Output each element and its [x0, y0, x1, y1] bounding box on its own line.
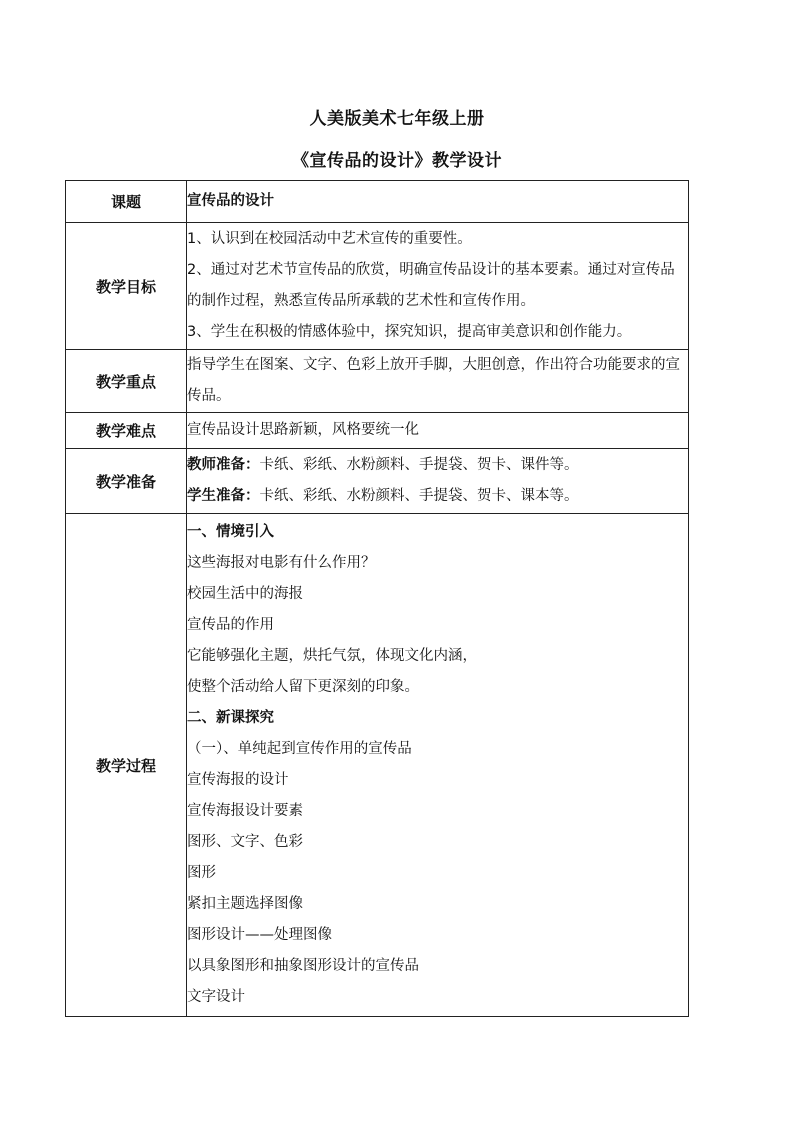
- student-preparation-label: 学生准备：: [187, 488, 260, 504]
- process-line: （一）、单纯起到宣传作用的宣传品: [187, 741, 412, 757]
- focus-label: 教学重点: [66, 350, 187, 413]
- goal-item: 2、通过对艺术节宣传品的欣赏，明确宣传品设计的基本要素。通过对宣传品的制作过程，熟悉宣传品所承载的艺术性和宣传作用。: [187, 262, 675, 309]
- process-section-heading: 一、情境引入: [187, 524, 274, 540]
- process-line: 宣传海报的设计: [187, 772, 289, 788]
- student-preparation: [187, 481, 688, 512]
- topic-text: 宣传品的设计: [187, 193, 274, 209]
- topic-label: 课题: [66, 181, 187, 223]
- focus-text: 指导学生在图案、文字、色彩上放开手脚，大胆创意，作出符合功能要求的宣传品。: [187, 357, 680, 404]
- row-process: [66, 514, 689, 1017]
- process-label: 教学过程: [66, 514, 187, 1017]
- process-value: [187, 514, 689, 1017]
- row-goals: [66, 223, 689, 350]
- process-line: 使整个活动给人留下更深刻的印象。: [187, 679, 419, 695]
- process-line: 紧扣主题选择图像: [187, 896, 303, 912]
- goal-item: 3、学生在积极的情感体验中，探究知识，提高审美意识和创作能力。: [187, 324, 632, 340]
- preparation-label: 教学准备: [66, 449, 187, 514]
- difficulty-text: 宣传品设计思路新颖，风格要统一化: [187, 422, 419, 438]
- teacher-preparation-label: 教师准备：: [187, 457, 260, 473]
- document-title: 人美版美术七年级上册: [309, 109, 485, 129]
- process-line: 文字设计: [187, 989, 245, 1005]
- process-line: 这些海报对电影有什么作用？: [187, 555, 376, 571]
- goals-value: [187, 223, 689, 350]
- row-topic: [66, 181, 689, 223]
- difficulty-value: [187, 413, 689, 449]
- teacher-preparation-text: 卡纸、彩纸、水粉颜料、手提袋、贺卡、课件等。: [259, 457, 579, 473]
- process-line: 宣传品的作用: [187, 617, 274, 633]
- goals-label: 教学目标: [66, 223, 187, 350]
- teacher-preparation: [187, 450, 688, 481]
- process-line: 校园生活中的海报: [187, 586, 303, 602]
- lesson-plan-table: [65, 180, 689, 1017]
- document-subtitle: 《宣传品的设计》教学设计: [292, 151, 502, 171]
- process-line: 图形设计——处理图像: [187, 927, 332, 943]
- process-line: 以具象图形和抽象图形设计的宣传品: [187, 958, 419, 974]
- process-line: 它能够强化主题，烘托气氛，体现文化内涵，: [187, 648, 477, 664]
- topic-value: [187, 181, 689, 223]
- focus-value: [187, 350, 689, 413]
- row-focus: [66, 350, 689, 413]
- process-line: 图形: [187, 865, 216, 881]
- difficulty-label: 教学难点: [66, 413, 187, 449]
- goal-item: 1、认识到在校园活动中艺术宣传的重要性。: [187, 231, 472, 247]
- process-line: 宣传海报设计要素: [187, 803, 303, 819]
- student-preparation-text: 卡纸、彩纸、水粉颜料、手提袋、贺卡、课本等。: [259, 488, 579, 504]
- preparation-value: [187, 449, 689, 514]
- row-difficulty: [66, 413, 689, 449]
- process-line: 图形、文字、色彩: [187, 834, 303, 850]
- process-section-heading: 二、新课探究: [187, 710, 274, 726]
- row-preparation: [66, 449, 689, 514]
